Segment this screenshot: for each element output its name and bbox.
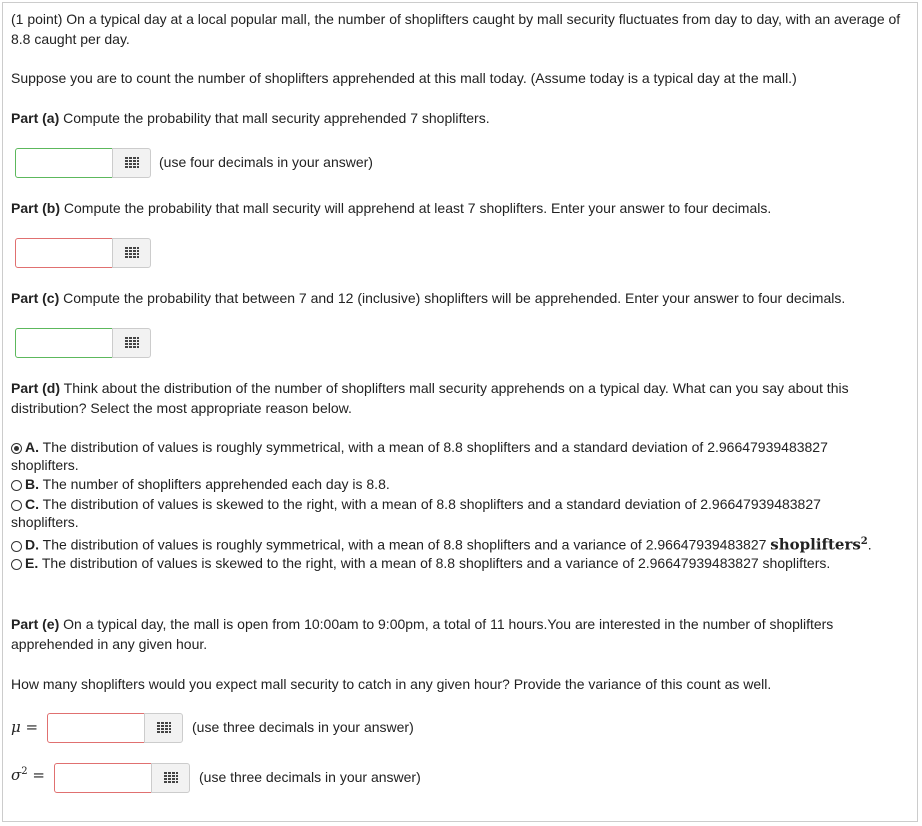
option-b-text: The number of shoplifters apprehended each day is 8.8. xyxy=(39,476,390,492)
part-d-prompt xyxy=(11,378,906,418)
part-a-prompt xyxy=(11,108,906,128)
radio-icon[interactable] xyxy=(11,541,22,552)
part-e-label: Part (e) xyxy=(11,616,60,632)
option-d[interactable] xyxy=(11,533,911,554)
part-c-text: Compute the probability that between 7 and 12 (inclusive) shoplifters will be apprehended. Enter your answer to four decimals. xyxy=(59,290,846,306)
equation-palette-icon xyxy=(157,722,171,734)
part-b-label: Part (b) xyxy=(11,200,60,216)
part-e-question: How many shoplifters would you expect mall security to catch in any given hour? Provide the variance of this count as well. xyxy=(11,676,772,692)
part-c-answer-input[interactable] xyxy=(15,328,113,358)
option-d-math-unit: shoplifters xyxy=(770,535,861,554)
mu-equals: = xyxy=(25,718,39,736)
option-e[interactable] xyxy=(11,554,871,572)
sigma-equation-palette-button[interactable] xyxy=(151,763,190,793)
option-d-math-exponent: 2 xyxy=(860,536,868,547)
part-c-equation-palette-button[interactable] xyxy=(112,328,151,358)
part-c-prompt xyxy=(11,288,906,308)
part-d-text: Think about the distribution of the number of shoplifters mall security apprehends on a typical day. What can you say about this distribution? Select the most appropriate reason below. xyxy=(11,380,849,416)
mu-answer-input[interactable] xyxy=(47,713,145,743)
option-a-letter: A. xyxy=(25,439,39,455)
option-c[interactable] xyxy=(11,495,871,531)
part-a-hint: (use four decimals in your answer) xyxy=(159,154,373,170)
sigma-symbol: σ xyxy=(11,766,22,784)
radio-icon[interactable] xyxy=(11,480,22,491)
option-e-letter: E. xyxy=(25,555,39,571)
option-b[interactable] xyxy=(11,475,871,493)
part-b-prompt xyxy=(11,198,906,218)
mu-hint: (use three decimals in your answer) xyxy=(192,719,414,735)
equation-palette-icon xyxy=(125,337,139,349)
part-d-label: Part (d) xyxy=(11,380,60,396)
radio-icon[interactable] xyxy=(11,559,22,570)
radio-icon[interactable] xyxy=(11,443,22,454)
option-a[interactable] xyxy=(11,438,871,474)
sigma-hint: (use three decimals in your answer) xyxy=(199,769,421,785)
option-b-letter: B. xyxy=(25,476,39,492)
option-d-text: The distribution of values is roughly symmetrical, with a mean of 8.8 shoplifters and a variance of 2.96647939483827 xyxy=(39,536,771,553)
intro-instruction: Suppose you are to count the number of shoplifters apprehended at this mall today. (Assume today is a typical day at the mall.) xyxy=(11,70,797,86)
option-d-letter: D. xyxy=(25,536,39,553)
part-a-label: Part (a) xyxy=(11,110,60,126)
mu-label xyxy=(11,718,38,736)
sigma-exponent: 2 xyxy=(21,766,28,777)
radio-icon[interactable] xyxy=(11,500,22,511)
sigma-answer-input[interactable] xyxy=(54,763,152,793)
part-e-prompt xyxy=(11,614,906,654)
mu-equation-palette-button[interactable] xyxy=(144,713,183,743)
part-a-text: Compute the probability that mall security apprehended 7 shoplifters. xyxy=(59,110,490,126)
sigma-equals: = xyxy=(32,766,45,784)
mu-symbol: μ xyxy=(11,718,21,736)
part-a-answer-input[interactable] xyxy=(15,148,113,178)
part-b-equation-palette-button[interactable] xyxy=(112,238,151,268)
intro-text: (1 point) On a typical day at a local popular mall, the number of shoplifters caught by mall security fluctuates from day to day, with an average of 8.8 caught per day. xyxy=(11,11,901,47)
option-c-text: The distribution of values is skewed to the right, with a mean of 8.8 shoplifters and a standard deviation of 2.96647939483827 shoplifters. xyxy=(11,496,821,530)
option-c-letter: C. xyxy=(25,496,39,512)
equation-palette-icon xyxy=(125,247,139,259)
part-c-label: Part (c) xyxy=(11,290,60,306)
option-a-text: The distribution of values is roughly symmetrical, with a mean of 8.8 shoplifters and a standard deviation of 2.96647939483827 shoplifters. xyxy=(11,439,828,473)
part-b-answer-input[interactable] xyxy=(15,238,113,268)
part-b-text: Compute the probability that mall security will apprehend at least 7 shoplifters. Enter your answer to four decimals. xyxy=(60,200,772,216)
equation-palette-icon xyxy=(164,772,178,784)
equation-palette-icon xyxy=(125,157,139,169)
sigma-label xyxy=(11,766,45,784)
part-e-text: On a typical day, the mall is open from 10:00am to 9:00pm, a total of 11 hours.You are interested in the number of shoplifters apprehended in any given hour. xyxy=(11,616,834,652)
option-e-text: The distribution of values is skewed to the right, with a mean of 8.8 shoplifters and a variance of 2.96647939483827 shoplifters. xyxy=(38,555,831,571)
part-a-equation-palette-button[interactable] xyxy=(112,148,151,178)
option-d-tail: . xyxy=(867,536,872,553)
